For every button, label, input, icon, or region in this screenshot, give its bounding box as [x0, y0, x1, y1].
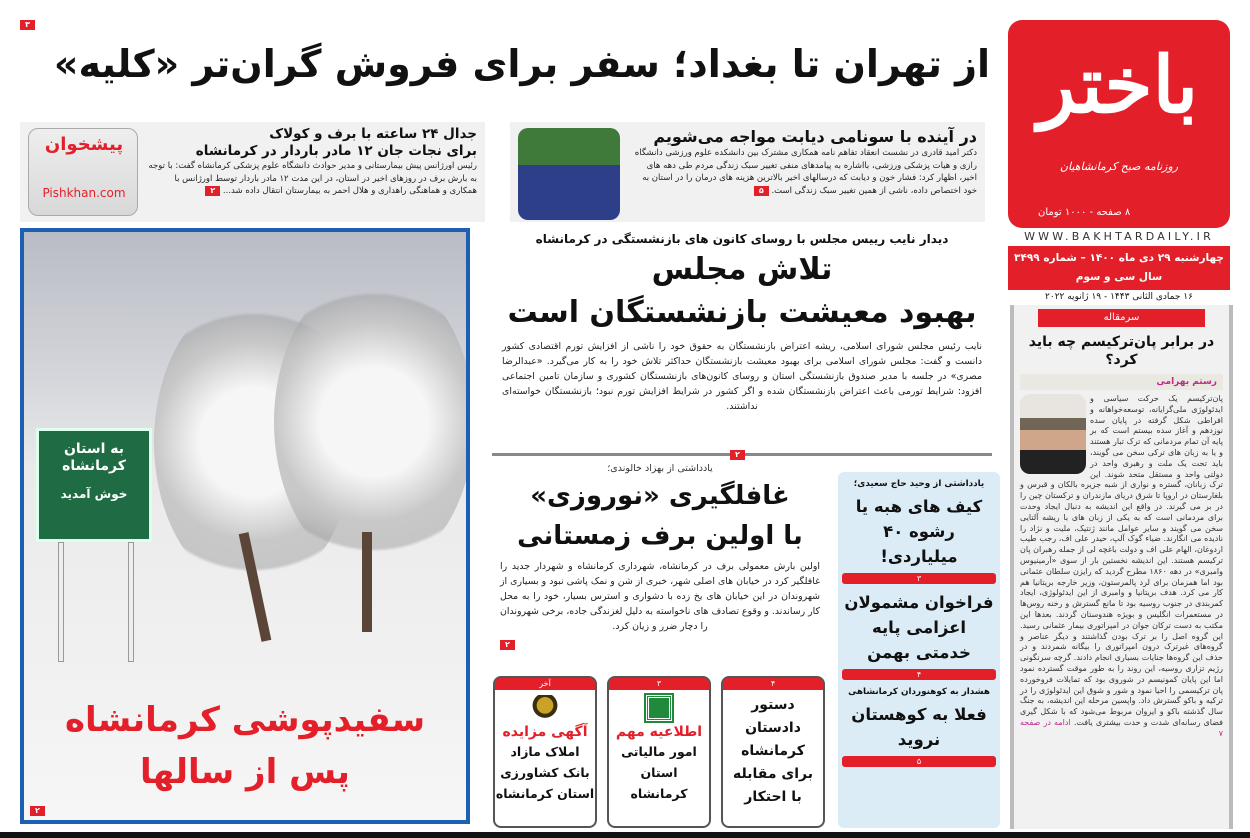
story-title: برای نجات جان ۱۲ مادر باردار در کرمانشاه: [195, 143, 477, 159]
page-ref-badge: ۴: [723, 678, 823, 690]
sign-text: خوش آمدید: [60, 487, 128, 501]
center-story[interactable]: [492, 228, 992, 450]
card-auction-notice[interactable]: [493, 676, 597, 828]
editorial-body-text: پان‌ترکیسم یک حرکت سیاسی و ایدئولوژی ملی‌گرایانه، توسعه‌خواهانه و افراطی شکل گرفته در پایان سده نوزدهم و آغاز سده بیستم است که بر پایه آن تمام مردمانی که ترک تبار هستند و یا به زبان های ترکی سخن می گویند، باید تحت یک ملت و رهبری واحد در دولتی واحد و مستقل متحد شوند. این ترک زبانان، گستره و نواری از شبه جزیره بالکان و قبرس و بلغارستان در اروپا تا شرق دریای مازندران و ترکستان چین را در بر می گیرند. در واقع این اندیشه به دنبال ایجاد وحدت برای مردمانی است که به یکی از زبان های با ریشه آلتایی سخن می گویند و سایر عوامل مانند ژنتیک، ملیت و نژاد را نادیده می انگارند. ضیاء گوک آلپ، حیدر علی اف، رجب طیب اردوغان، الهام علی اف و دولت باغچه لی از جمله رهبران پان ترکیسم هستند. این اندیشه نخستین بار از سوی «آرمینیوس وامبری» در دهه ۱۸۶۰ مطرح گردید که رایزن سلطان عثمانی بود اما همزمان برای لرد پالمرستون، وزیر خارجه بریتانیا هم کار می کرد. هدف بریتانیا و وامبری از این ایدئولوژی، ایجاد کمربندی در جنوب روسیه بود تا مانع گسترش و رخنه روس‌ها در مستعمرات انگلیس و بویژه هندوستان گردند. بعدها این مکتب به دست ترکان جوان در امپراتوری بیمار عثمانی رسید. این گروه اصل را بر ترک بودن گذاشتند و دیگر عناصر و گروه‌های غیرترک درون امپراتوری را بیگانه شمردند و در حذف این گروه‌ها جنایات بسیاری انجام دادند. گرچه سرنگونی رژیم تزاری روسیه، این روند را به طور موقت گسترده نمود اما این پایان کمونیسم در شوروی بود که تمایلات فروخورده پان ترکیسمی را احیا نمود و شور و شوق این ایدئولوژی را در ترکیه و باکو گسترش داد. واپسین مرحله این اندیشه، به جنگ سال گذشته باکو و ایروان مربوط می‌شود که با شکل گیری فضای رسانه‌ای شدت و حدت بیشتری یافت.: [1020, 394, 1224, 727]
card-prosecutor-order[interactable]: [721, 676, 825, 828]
card-line: املاک مازاد: [510, 744, 580, 759]
issue-year: سال سی و سوم: [1075, 271, 1163, 283]
price-label: ۸ صفحه - ۱۰۰۰ تومان: [1038, 207, 1131, 218]
tree-trunk: [362, 532, 372, 632]
snowy-tree: [274, 272, 470, 572]
story-body: دکتر امید قادری در نشست انعقاد تفاهم نامه همکاری مشترک بین دانشکده علوم ورزشی دانشگاه رازی و هیات پزشکی ورزشی، بااشاره به پیامدهای منفی تغییر سبک زندگی مردم طی دهه های اخیر، اظهار کرد: فشار خون و دیابت که درسالهای اخیر بالاترین هزینه های درمان را در استان به خود اختصاص داده، ناشی از همین تغییر سبک زندگی است.: [634, 148, 977, 196]
card-tax-notice[interactable]: [607, 676, 711, 828]
caption-line: پس از سالها: [140, 752, 350, 792]
website-url[interactable]: WWW.BAKHTARDAILY.IR: [1024, 230, 1214, 243]
photo-caption: [24, 694, 466, 798]
tax-office-logo-icon: [646, 695, 672, 721]
brief-conscription[interactable]: [842, 590, 996, 680]
story-title: بهبود معیشت بازنشستگان است: [507, 295, 977, 330]
story-kicker: دیدار نایب رییس مجلس با روسای کانون های بازنشستگی در کرمانشاه: [535, 232, 949, 246]
card-line: استان: [640, 765, 678, 780]
editorial-title[interactable]: در برابر پان‌ترکیسم چه باید کرد؟: [1028, 334, 1215, 368]
alt-date: ۱۶ جمادی الثانی ۱۴۴۳ - ۱۹ ژانویه ۲۰۲۲: [1045, 292, 1193, 302]
editorial-author: رستم بهرامی: [1020, 374, 1223, 390]
card-line: دستور: [751, 697, 795, 713]
card-line: برای مقابله: [733, 766, 813, 782]
story-title: در آینده با سونامی دیابت مواجه می‌شویم: [653, 127, 977, 146]
watermark-en: Pishkhan.com: [42, 186, 126, 200]
brief-kicker: یادداشتی از وحید حاج سعیدی؛: [853, 479, 985, 489]
sign-post: [58, 542, 64, 662]
main-headline-text: از تهران تا بغداد؛ سفر برای فروش گران‌تر «کلیه»: [53, 42, 991, 86]
story-title: غافلگیری «نوروزی»: [530, 481, 790, 511]
side-briefs-column: [838, 472, 1000, 828]
welcome-sign: [36, 428, 152, 542]
page-ref-badge: ۲: [500, 640, 515, 650]
brief-title: فراخوان مشمولان اعزامی پایه خدمتی بهمن: [844, 593, 994, 662]
brief-bribery[interactable]: [842, 478, 996, 584]
snow-opinion-story[interactable]: [492, 462, 828, 672]
card-line: کرمانشاه: [630, 786, 688, 801]
brief-title: فعلا به کوهستان نروید: [851, 705, 987, 749]
page-ref-badge: ۲: [30, 806, 45, 816]
continued-link[interactable]: ادامه در صفحه ۷: [1020, 717, 1223, 738]
card-line: امور مالیاتی: [621, 744, 697, 759]
sign-text: به استان کرمانشاه: [62, 441, 126, 474]
story-title: با اولین برف زمستانی: [517, 521, 803, 551]
story-body: رئیس اورژانس پیش بیمارستانی و مدیر حوادث دانشگاه علوم پزشکی کرمانشاه گفت: با توجه به بارش برف در روزهای اخیر در استان، در این مدت ۱۲ مادر باردار توسط اورژانس با همکاری و هماهنگی راهداری و هلال احمر به بیمارستان انتقال داده شد...: [148, 161, 477, 196]
card-line: استان کرمانشاه: [495, 786, 595, 801]
page-ref-badge: ۲: [205, 186, 220, 196]
page-ref-badge: ۴: [842, 669, 996, 680]
logo-tagline: روزنامه صبح کرمانشاهیان: [1059, 160, 1179, 173]
page-ref-badge: آخر: [495, 678, 595, 690]
card-line: دادستان: [745, 720, 801, 736]
top-story-diabetes[interactable]: [510, 122, 985, 222]
page-ref-badge: ۳: [842, 573, 996, 584]
story-title: تلاش مجلس: [651, 252, 833, 287]
brief-mountaineers[interactable]: [842, 686, 996, 767]
watermark-fa: پیشخوان: [44, 134, 124, 155]
brief-title: کیف های هبه یا رشوه ۴۰ میلیاردی!: [855, 497, 983, 566]
page-ref-badge: ۳: [609, 678, 709, 690]
card-highlight: اطلاعیه مهم: [615, 724, 703, 740]
card-line: بانک کشاورزی: [500, 765, 590, 780]
newspaper-logo: [1008, 20, 1230, 228]
issue-date-band: [1008, 246, 1230, 290]
bottom-rule: [0, 832, 1250, 838]
card-line: با احتکار: [744, 789, 802, 805]
speaker-photo: [518, 128, 620, 220]
card-line: کرمانشاه: [741, 743, 805, 759]
page-ref-badge: ۲: [730, 450, 745, 460]
bank-keshavarzi-logo-icon: [532, 695, 558, 721]
author-photo: [1020, 394, 1086, 474]
card-highlight: آگهی مزایده: [502, 724, 588, 740]
story-title: جدال ۲۴ ساعته با برف و کولاک: [269, 126, 477, 142]
brief-kicker: هشدار به کوهنوردان کرمانشاهی: [848, 687, 990, 697]
sign-post: [128, 542, 134, 662]
editorial-column: [1010, 305, 1233, 829]
page-ref-badge: ۳: [20, 20, 35, 30]
snow-photo-story[interactable]: [20, 228, 470, 824]
story-kicker: یادداشتی از بهزاد خالوندی؛: [607, 463, 713, 474]
issue-date: چهارشنبه ۲۹ دی ماه ۱۴۰۰ – شماره ۳۴۹۹: [1014, 252, 1224, 264]
story-body: نایب رئیس مجلس شورای اسلامی، ریشه اعتراض بازنشستگان به حقوق خود را ناشی از افزایش تورم اقتصادی کشور دانست و گفت: مجلس شورای اسلامی برای بهبود معیشت بازنشستگان حداکثر تلاش خود را به کار می‌گیرد. «عبدالرضا مصری» در جلسه با مدیر صندوق بازنشستگی استان و روسای کانون‌های بازنشستگان کشوری و سازمان تامین اجتماعی افزود: شرایط تورمی باعث اعتراض بازنشستگان شده و اگر کشور در شرایط افزایش تورم نبود؛ بازنشستگان خواسته‌ای نداشتند.: [502, 341, 982, 412]
page-ref-badge: ۵: [754, 186, 769, 196]
caption-line: سفیدپوشی کرمانشاه: [64, 700, 426, 740]
page-ref-badge: ۵: [842, 756, 996, 767]
editorial-label: سرمقاله: [1038, 309, 1205, 327]
logo-text: باختر: [1037, 40, 1199, 131]
story-body: اولین بارش معمولی برف در کرمانشاه، شهرداری کرمانشاه و شهردار جدید را غافلگیر کرد در خیابان های اصلی شهر، خبری از شن و نمک پاشی نبود و بسیاری از شهروندان در این خیابان های یخ زده با دشواری و استرس بسیار، خود را به محل کار رساندند. و وقوع تصادف های ناخواسته به دلیل لغزندگی جاده، برخی شهروندان را دچار ضرر و زیان کرد.: [500, 561, 820, 632]
main-headline[interactable]: [44, 18, 1000, 110]
